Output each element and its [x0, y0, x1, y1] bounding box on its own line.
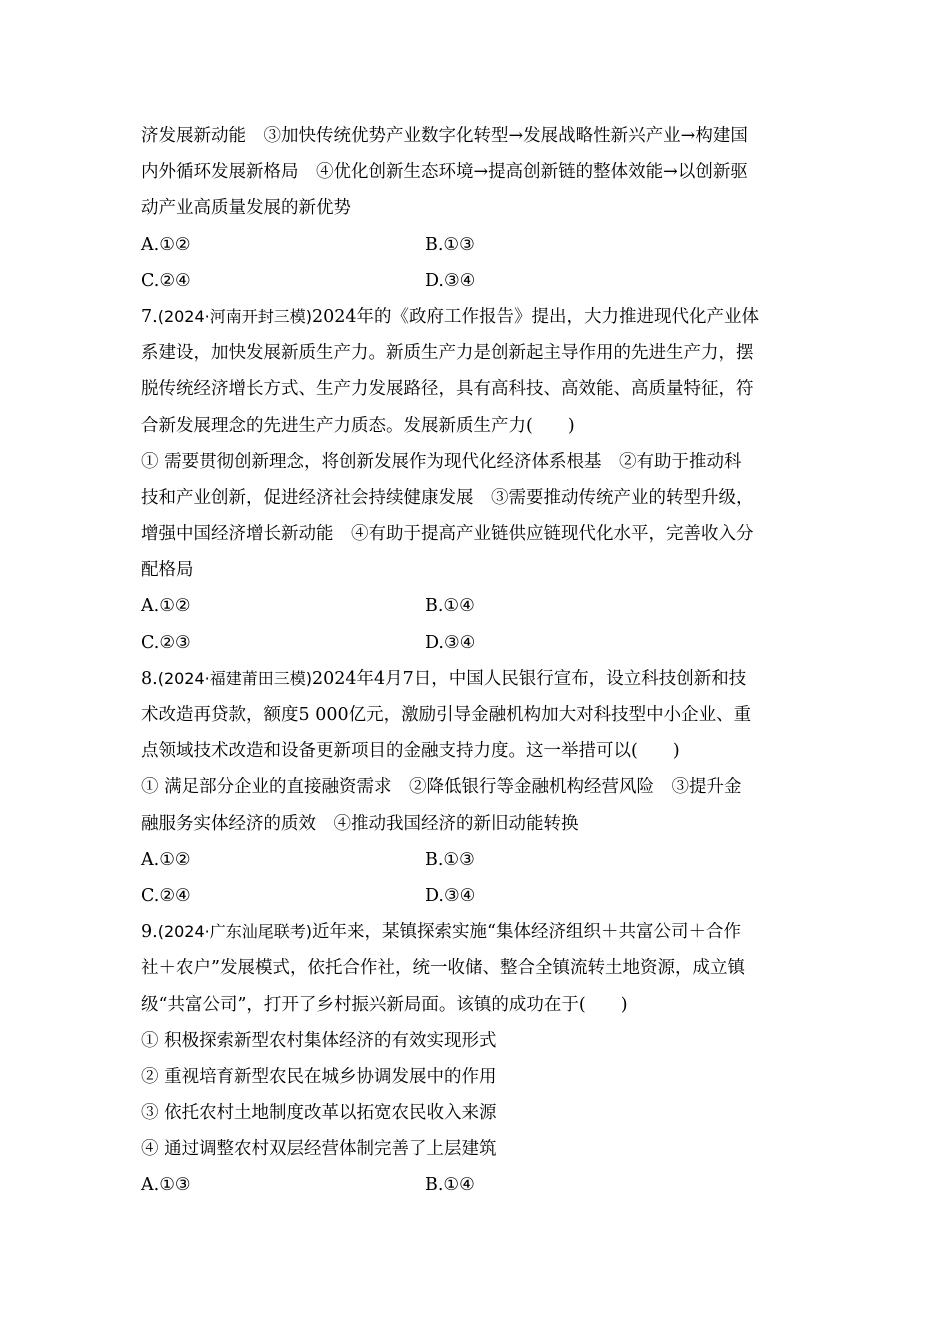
q7-stem-line-4: 合新发展理念的先进生产力质态。发展新质生产力( ) — [141, 415, 575, 436]
q7-option-d[interactable]: D.③④ — [425, 632, 476, 653]
q7-stem-line-3: 脱传统经济增长方式、生产力发展路径，具有高科技、高效能、高质量特征，符 — [141, 379, 754, 400]
q9-source: (2024·广东汕尾联考) — [157, 922, 312, 942]
q6-option-b[interactable]: B.①③ — [425, 234, 475, 255]
q8-stem-line-2: 术改造再贷款，额度5 000亿元，激励引导金融机构加大对科技型中小企业、重 — [141, 705, 752, 725]
q9-number: 9. — [141, 922, 158, 943]
q7-statement-line-1: ① 需要贯彻创新理念，将创新发展作为现代化经济体系根基 ②有助于推动科 — [141, 451, 742, 472]
q6-text-line-1: 济发展新动能 ③加快传统优势产业数字化转型→发展战略性新兴产业→构建国 — [141, 126, 748, 146]
q7-stem-line-2: 系建设，加快发展新质生产力。新质生产力是创新起主导作用的先进生产力，摆 — [141, 343, 754, 364]
q8-stem-line-3: 点领域技术改造和设备更新项目的金融支持力度。这一举措可以( ) — [141, 741, 680, 762]
q6-text-line-2: 内外循环发展新格局 ④优化创新生态环境→提高创新链的整体效能→以创新驱 — [141, 162, 748, 183]
q8-source: (2024·福建莆田三模) — [157, 668, 312, 688]
q7-option-b[interactable]: B.①④ — [425, 596, 475, 617]
q8-stem-line-1 — [141, 661, 813, 697]
q9-option-b[interactable]: B.①④ — [425, 1175, 475, 1196]
q9-stem-text: 近年来，某镇探索实施“集体经济组织＋共富公司＋合作 — [312, 922, 741, 943]
q9-statement-4: ④ 通过调整农村双层经营体制完善了上层建筑 — [141, 1139, 497, 1160]
q6-options-row-2 — [141, 263, 813, 299]
document-page — [141, 118, 813, 1204]
q7-stem-text: 2024年的《政府工作报告》提出，大力推进现代化产业体 — [312, 306, 760, 327]
q8-option-c[interactable]: C.②④ — [141, 885, 191, 906]
q6-option-a[interactable]: A.①② — [141, 234, 191, 255]
q7-statement-line-3: 增强中国经济增长新动能 ④有助于提高产业链供应链现代化水平，完善收入分 — [141, 524, 754, 545]
q8-stem-text: 2024年4月7日，中国人民银行宣布，设立科技创新和技 — [312, 668, 747, 689]
q9-statement-3: ③ 依托农村土地制度改革以拓宽农民收入来源 — [141, 1103, 497, 1124]
q7-options-row-1 — [141, 588, 813, 624]
q8-options-row-2 — [141, 878, 813, 914]
q9-stem-line-3: 级“共富公司”，打开了乡村振兴新局面。该镇的成功在于( ) — [141, 994, 628, 1015]
q9-stem-line-1 — [141, 914, 813, 950]
q8-option-a[interactable]: A.①② — [141, 849, 191, 870]
q6-options-row-1 — [141, 227, 813, 263]
q7-statement-line-2: 技和产业创新，促进经济社会持续健康发展 ③需要推动传统产业的转型升级， — [141, 487, 754, 508]
q6-text-line-3: 动产业高质量发展的新优势 — [141, 198, 351, 219]
q6-option-d[interactable]: D.③④ — [425, 270, 476, 291]
q8-number: 8. — [141, 668, 158, 689]
q8-statement-line-2: 融服务实体经济的质效 ④推动我国经济的新旧动能转换 — [141, 813, 579, 834]
q9-option-a[interactable]: A.①③ — [141, 1175, 191, 1196]
q7-options-row-2 — [141, 625, 813, 661]
q9-options-row-1 — [141, 1167, 813, 1203]
q7-option-c[interactable]: C.②③ — [141, 632, 191, 653]
q6-option-c[interactable]: C.②④ — [141, 270, 191, 291]
q7-stem-line-1 — [141, 299, 813, 335]
q7-statement-line-4: 配格局 — [141, 560, 194, 581]
q8-options-row-1 — [141, 842, 813, 878]
q9-stem-line-2: 社＋农户”发展模式，依托合作社，统一收储、整合全镇流转土地资源，成立镇 — [141, 958, 745, 979]
q8-option-d[interactable]: D.③④ — [425, 885, 476, 906]
q7-number: 7. — [141, 306, 158, 327]
q7-option-a[interactable]: A.①② — [141, 596, 191, 617]
q9-statement-2: ② 重视培育新型农民在城乡协调发展中的作用 — [141, 1066, 497, 1087]
q9-statement-1: ① 积极探索新型农村集体经济的有效实现形式 — [141, 1030, 497, 1051]
q8-statement-line-1: ① 满足部分企业的直接融资需求 ②降低银行等金融机构经营风险 ③提升金 — [141, 777, 742, 798]
q7-source: (2024·河南开封三模) — [157, 306, 312, 326]
q8-option-b[interactable]: B.①③ — [425, 849, 475, 870]
